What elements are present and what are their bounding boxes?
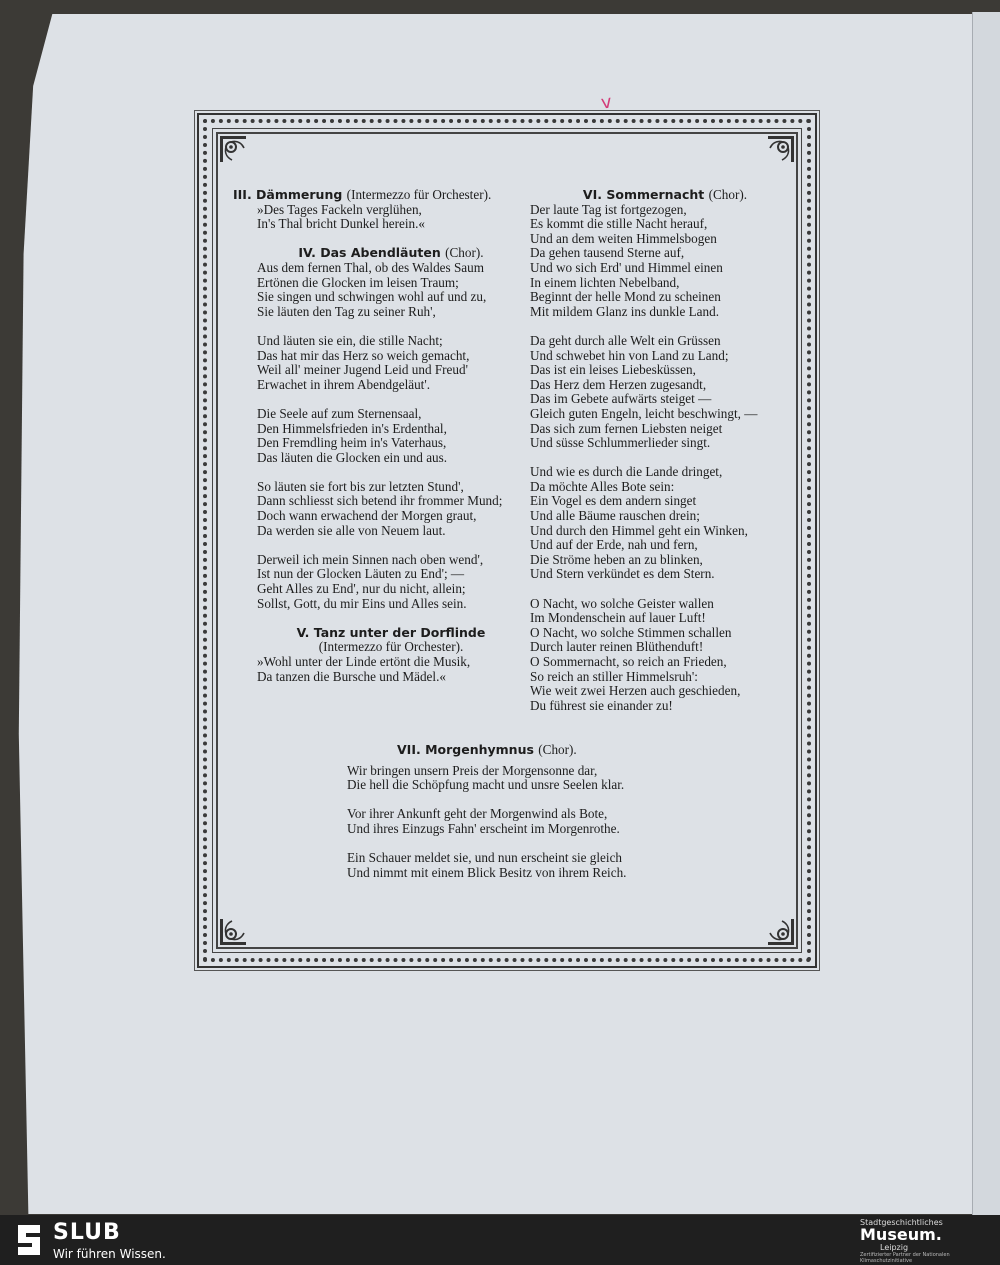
section-title-text: VI. Sommernacht bbox=[582, 187, 705, 202]
stanza-gap bbox=[530, 451, 800, 466]
verse-line: Und alle Bäume rauschen drein; bbox=[530, 508, 700, 524]
verse-line: »Des Tages Fackeln verglühen, bbox=[257, 201, 422, 217]
section-title bbox=[530, 188, 800, 203]
stanza-gap bbox=[347, 837, 787, 852]
verse-line: Und Stern verkündet es dem Stern. bbox=[530, 566, 715, 582]
stanza-gap bbox=[530, 319, 800, 334]
verse-line: So läuten sie fort bis zur letzten Stund', bbox=[257, 478, 464, 494]
right-column bbox=[530, 188, 800, 713]
section-title-sub: (Chor). bbox=[538, 742, 577, 757]
verse-line: Da geht durch alle Welt ein Grüssen bbox=[530, 332, 721, 348]
verse-line: Da werden sie alle von Neuem laut. bbox=[257, 522, 446, 538]
verse-line: Derweil ich mein Sinnen nach oben wend', bbox=[257, 551, 484, 567]
stanza-gap bbox=[530, 582, 800, 597]
verse-line: Dann schliesst sich betend ihr frommer Mund; bbox=[257, 493, 503, 509]
museum-pre-text: Stadtgeschichtliches bbox=[860, 1218, 943, 1227]
verse-line: »Wohl unter der Linde ertönt die Musik, bbox=[257, 654, 471, 669]
verse-line: O Nacht, wo solche Geister wallen bbox=[530, 595, 714, 611]
stanza-gap bbox=[257, 392, 525, 407]
left-column bbox=[233, 187, 525, 684]
museum-name: Museum. bbox=[860, 1225, 942, 1244]
section-title bbox=[397, 743, 787, 758]
verse-line: Und nimmt mit einem Blick Besitz von ihrem Reich. bbox=[347, 864, 627, 880]
verse-line: Geht Alles zu End', nur du nicht, allein; bbox=[257, 581, 466, 597]
stanza-gap bbox=[257, 538, 525, 553]
footer-bar bbox=[0, 1215, 1000, 1265]
verse-line: Und wo sich Erd' und Himmel einen bbox=[530, 259, 723, 275]
verse-line: Den Himmelsfrieden in's Erdenthal, bbox=[257, 420, 447, 436]
section-title-text: III. Dämmerung bbox=[233, 187, 343, 202]
verse-line: Beginnt der helle Mond zu scheinen bbox=[530, 289, 721, 305]
verse-line: So reich an stiller Himmelsruh': bbox=[530, 668, 698, 684]
section-title-text: IV. Das Abendläuten bbox=[298, 245, 441, 261]
verse-line: Und wie es durch die Lande dringet, bbox=[530, 464, 723, 480]
verse-line: In einem lichten Nebelband, bbox=[530, 274, 680, 290]
verse-line: Durch lauter reinen Blüthenduft! bbox=[530, 639, 704, 655]
verse-line: Wir bringen unsern Preis der Morgensonne dar, bbox=[347, 762, 598, 778]
ornamental-frame bbox=[197, 113, 817, 968]
verse-line: Die hell die Schöpfung macht und unsre Seelen klar. bbox=[347, 777, 625, 793]
verse-line: Das ist ein leises Liebesküssen, bbox=[530, 362, 696, 378]
verse-line: Das hat mir das Herz so weich gemacht, bbox=[257, 347, 470, 363]
slub-slogan: Wir führen Wissen. bbox=[53, 1247, 166, 1261]
stanza-gap bbox=[257, 319, 525, 334]
slub-logo-icon bbox=[14, 1223, 44, 1257]
verse-line: Und an dem weiten Himmelsbogen bbox=[530, 230, 717, 246]
section-title-text: V. Tanz unter der Dorflinde bbox=[296, 624, 486, 640]
verse-line: Das Herz dem Herzen zugesandt, bbox=[530, 376, 707, 392]
verse-line: (Intermezzo für Orchester). bbox=[318, 639, 464, 655]
verse-line: Das im Gebete aufwärts steiget — bbox=[530, 391, 712, 407]
verse-line: Und ihres Einzugs Fahn' erscheint im Morgenrothe. bbox=[347, 820, 620, 836]
verse-line: Ein Vogel es dem andern singet bbox=[530, 493, 697, 509]
museum-note: Zertifizierter Partner der Nationalen Klimaschutzinitiative bbox=[860, 1252, 950, 1264]
section-title bbox=[257, 626, 525, 641]
pink-mark: v bbox=[599, 91, 614, 114]
verse-line: Und süsse Schlummerlieder singt. bbox=[530, 435, 711, 451]
verse-line: Ist nun der Glocken Läuten zu End'; — bbox=[257, 566, 465, 582]
stanza-gap bbox=[257, 465, 525, 480]
verse-line: Sie singen und schwingen wohl auf und zu, bbox=[257, 289, 487, 305]
verse-line: Und auf der Erde, nah und fern, bbox=[530, 537, 698, 553]
museum-logo bbox=[860, 1218, 995, 1264]
verse-line: Die Seele auf zum Sternensaal, bbox=[257, 405, 422, 421]
verse-line: Der laute Tag ist fortgezogen, bbox=[530, 201, 687, 217]
stanza-gap bbox=[257, 611, 525, 626]
section-title-sub: (Intermezzo für Orchester). bbox=[346, 187, 492, 202]
facing-page-edge bbox=[972, 12, 1000, 1215]
verse-line: Erwachet in ihrem Abendgeläut'. bbox=[257, 376, 431, 392]
museum-city: Leipzig bbox=[880, 1243, 909, 1252]
verse-line: Mit mildem Glanz ins dunkle Land. bbox=[530, 303, 719, 319]
verse-line: Es kommt die stille Nacht herauf, bbox=[530, 216, 708, 232]
bottom-section bbox=[347, 743, 787, 880]
verse-line: In's Thal bricht Dunkel herein.« bbox=[257, 216, 426, 232]
verse-line: Da gehen tausend Sterne auf, bbox=[530, 245, 685, 261]
section-title bbox=[257, 246, 525, 261]
programme-text bbox=[199, 115, 815, 966]
section-title bbox=[233, 188, 525, 203]
verse-line: Das sich zum fernen Liebsten neiget bbox=[530, 420, 723, 436]
verse-line: Doch wann erwachend der Morgen graut, bbox=[257, 508, 477, 524]
verse-line: Da tanzen die Bursche und Mädel.« bbox=[257, 668, 446, 684]
verse-line: Den Fremdling heim in's Vaterhaus, bbox=[257, 435, 447, 451]
verse-line: Ertönen die Glocken im leisen Traum; bbox=[257, 274, 459, 290]
verse-line: Vor ihrer Ankunft geht der Morgenwind als Bote, bbox=[347, 806, 608, 822]
verse-line: Sie läuten den Tag zu seiner Ruh', bbox=[257, 303, 436, 319]
verse-line: Ein Schauer meldet sie, und nun erscheint sie gleich bbox=[347, 850, 623, 866]
section-title-text: VII. Morgenhymnus bbox=[397, 742, 534, 757]
verse-line: Sollst, Gott, du mir Eins und Alles sein. bbox=[257, 595, 467, 611]
verse-line: Du führest sie einander zu! bbox=[530, 697, 673, 713]
verse-line: Weil all' meiner Jugend Leid und Freud' bbox=[257, 362, 468, 378]
stanza-gap bbox=[257, 232, 525, 247]
verse-line: Das läuten die Glocken ein und aus. bbox=[257, 449, 448, 465]
verse-line: O Nacht, wo solche Stimmen schallen bbox=[530, 624, 732, 640]
verse-line: Wie weit zwei Herzen auch geschieden, bbox=[530, 683, 741, 699]
verse-line: Im Mondenschein auf lauer Luft! bbox=[530, 610, 706, 626]
verse-line: O Sommernacht, so reich an Frieden, bbox=[530, 654, 727, 669]
verse-line: Die Ströme heben an zu blinken, bbox=[530, 551, 703, 567]
verse-line: Und läuten sie ein, die stille Nacht; bbox=[257, 332, 443, 348]
verse-line: Aus dem fernen Thal, ob des Waldes Saum bbox=[257, 259, 484, 275]
verse-line: Da möchte Alles Bote sein: bbox=[530, 478, 675, 494]
verse-line: Und durch den Himmel geht ein Winken, bbox=[530, 522, 748, 538]
verse-line: Gleich guten Engeln, leicht beschwingt, — bbox=[530, 405, 758, 421]
section-title-sub: (Chor). bbox=[445, 245, 484, 261]
slub-name: SLUB bbox=[53, 1220, 121, 1245]
verse-line: Und schwebet hin von Land zu Land; bbox=[530, 347, 729, 363]
stanza-gap bbox=[347, 793, 787, 808]
section-title-sub: (Chor). bbox=[708, 187, 748, 202]
